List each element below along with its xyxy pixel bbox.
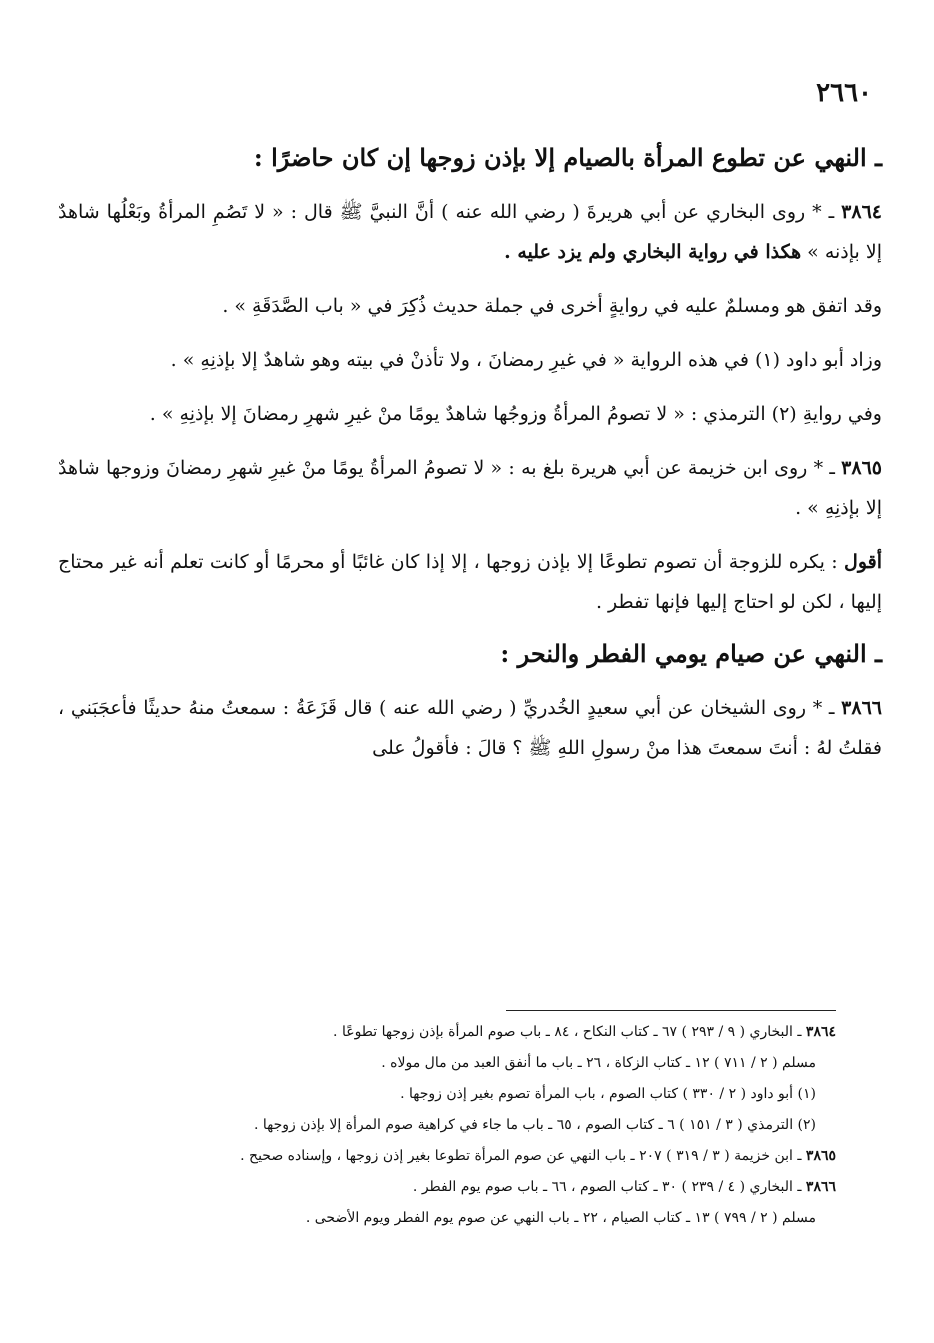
footnote-text: ـ البخاري ( ٤ / ٢٣٩ ) ٣٠ ـ كتاب الصوم ، ٦٦ ـ باب صوم يوم الفطر . [412,1179,806,1195]
hadith-number: ٣٨٦٥ [841,457,882,479]
footnotes [120,1010,836,1234]
footnote-text: (٢) الترمذي ( ٣ / ١٥١ ) ٦ ـ كتاب الصوم ، ٦٥ ـ باب ما جاء في كراهية صوم المرأة إلا بإذن زوجها . [253,1117,816,1133]
page-number: ٢٦٦٠ [816,78,872,108]
footnote-line [120,1048,836,1079]
footnote-number: ٣٨٦٦ [805,1179,836,1195]
comment-text: : يكره للزوجة أن تصوم تطوعًا إلا بإذن زوجها ، إلا إذا كان غائبًا أو محرمًا أو كانت تعلم أنه غير محتاج إليها ، لكن لو احتاج إليها فإنها تفطر . [58,551,882,613]
footnote-line [120,1203,836,1234]
footnote-divider [506,1010,836,1011]
author-comment [58,542,882,622]
footnote-line [120,1141,836,1172]
hadith-3866 [58,688,882,768]
footnote-text: ـ البخاري ( ٩ / ٢٩٣ ) ٦٧ ـ كتاب النكاح ، ٨٤ ـ باب صوم المرأة بإذن زوجها تطوعًا . [333,1024,806,1040]
footnote-text: (١) أبو داود ( ٢ / ٣٣٠ ) كتاب الصوم ، باب المرأة تصوم بغير إذن زوجها . [400,1086,816,1102]
paragraph-tirmidhi: وفي روايةِ (٢) الترمذي : « لا تصومُ المرأةُ وزوجُها شاهدٌ يومًا منْ غيرِ شهرِ رمضانَ إلا بإذنِهِ » . [149,403,882,425]
footnote-text: مسلم ( ٢ / ٧٩٩ ) ١٣ ـ كتاب الصيام ، ٢٢ ـ باب النهي عن صوم يوم الفطر ويوم الأضحى . [305,1210,816,1226]
paragraph-muslim-agreement: وقد اتفق هو ومسلمٌ عليه في روايةٍ أخرى في جملة حديث ذُكِرَ في « باب الصَّدَقَةِ » . [222,295,882,317]
footnote-line [120,1079,836,1110]
footnote-number: ٣٨٦٤ [805,1024,836,1040]
hadith-3865 [58,448,882,528]
footnote-text: مسلم ( ٢ / ٧١١ ) ١٢ ـ كتاب الزكاة ، ٢٦ ـ باب ما أنفق العبد من مال مولاه . [381,1055,816,1071]
footnote-line [120,1017,836,1048]
hadith-number: ٣٨٦٦ [841,697,882,719]
hadith-text: ـ * روى الشيخان عن أبي سعيدٍ الخُدريِّ ( رضي الله عنه ) قال قَزَعَةُ : سمعتُ منهُ حديثًا فأعجَبَني ، فقلتُ لهُ : أنتَ سمعتَ هذا منْ رسولِ اللهِ ﷺ ؟ قالَ : فأقولُ على [58,697,882,759]
footnote-text: ـ ابن خزيمة ( ٣ / ٣١٩ ) ٢٠٧ ـ باب النهي عن صوم المرأة تطوعا بغير إذن زوجها ، وإسناده صحيح . [240,1148,806,1164]
hadith-text: ـ * روى البخاري عن أبي هريرةَ ( رضي الله عنه ) أنَّ النبيَّ ﷺ قال : « لا تَصُمِ المرأةُ وبَعْلُها شاهدٌ إلا بإذنه » [58,201,882,263]
footnote-line [120,1172,836,1203]
footnote-line [120,1110,836,1141]
comment-label: أقول [844,551,882,573]
hadith-text: ـ * روى ابن خزيمة عن أبي هريرة بلغ به : « لا تصومُ المرأةُ يومًا منْ غيرِ شهرِ رمضانَ وزوجها شاهدٌ إلا بإذنِهِ » . [58,457,882,519]
footnote-number: ٣٨٦٥ [805,1148,836,1164]
main-text [58,140,882,782]
section-heading-voluntary-fast: ـ النهي عن تطوع المرأة بالصيام إلا بإذن زوجها إن كان حاضرًا : [253,143,882,172]
hadith-3864 [58,192,882,272]
paragraph-abu-dawud: وزاد أبو داود (١) في هذه الرواية « في غيرِ رمضانَ ، ولا تأذنْ في بيته وهو شاهدٌ إلا بإذنِهِ » . [170,349,882,371]
hadith-number: ٣٨٦٤ [841,201,882,223]
hadith-note: هكذا في رواية البخاري ولم يزد عليه . [504,241,802,263]
section-heading-eid-fast: ـ النهي عن صيام يومي الفطر والنحر : [500,639,882,668]
